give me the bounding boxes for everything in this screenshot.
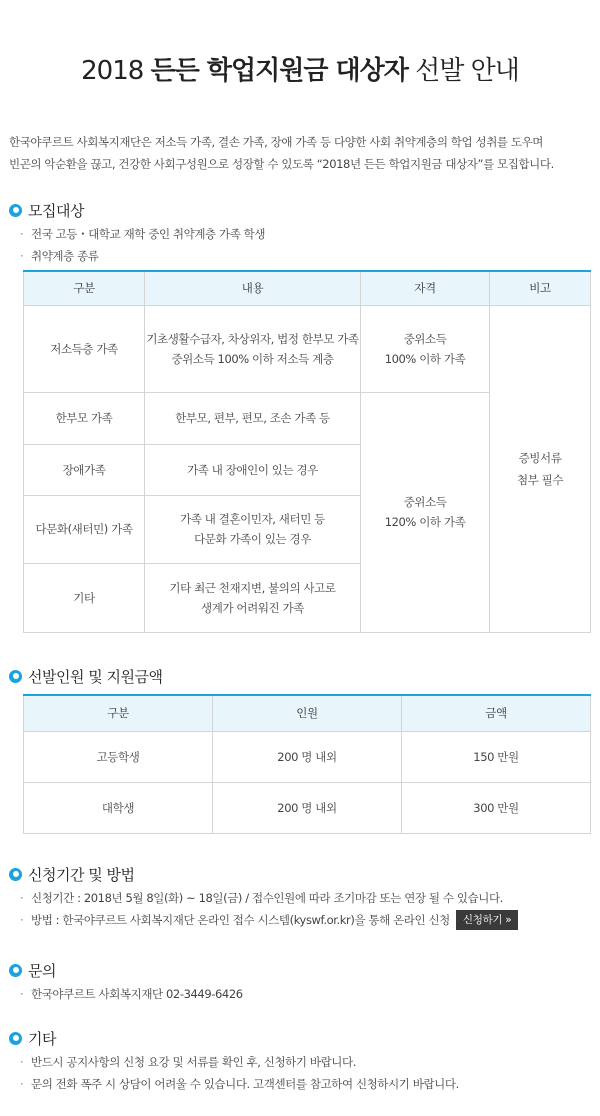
table-cell-content: 가족 내 결혼이민자, 새터민 등 다문화 가족이 있는 경우 (145, 495, 361, 563)
section-title: 문의 (28, 961, 56, 980)
contact-line: 한국야쿠르트 사회복지재단 02-3449-6426 (31, 987, 243, 1001)
table-cell: 200 명 내외 (213, 782, 402, 833)
table-cell-content: 한부모, 편부, 편모, 조손 가족 등 (145, 392, 361, 444)
apply-period: 신청기간 : 2018년 5월 8일(화) ~ 18일(금) / 접수인원에 따라 조기마감 또는 연장 될 수 있습니다. (31, 891, 503, 905)
intro-line-1: 한국야쿠르트 사회복지재단은 저소득 가족, 결손 가족, 장애 가족 등 다양한 사회 취약계층의 학업 성취를 도우며 (9, 135, 543, 149)
section-recruit (9, 200, 84, 220)
section-bullet-icon (9, 1032, 22, 1045)
section-bullet-icon (9, 204, 22, 217)
bullet-item: · 전국 고등・대학교 재학 중인 취약계층 가족 학생 (20, 227, 266, 241)
table-cell-category: 한부모 가족 (24, 392, 145, 444)
table-row (24, 305, 591, 392)
table-row (24, 731, 591, 782)
section-bullet-icon (9, 868, 22, 881)
table-cell-category: 기타 (24, 563, 145, 632)
table-header: 비고 (490, 271, 591, 305)
section-etc (9, 1028, 56, 1048)
table-cell-category: 장애가족 (24, 444, 145, 495)
bullet-item: · 문의 전화 폭주 시 상담이 어려울 수 있습니다. 고객센터를 참고하여 신청하시기 바랍니다. (20, 1077, 459, 1091)
table-cell: 150 만원 (402, 731, 591, 782)
section-title: 모집대상 (28, 201, 84, 220)
section-selection (9, 666, 162, 686)
table-cell: 대학생 (24, 782, 213, 833)
table-cell-qualification: 중위소득 100% 이하 가족 (361, 305, 490, 392)
table-cell: 고등학생 (24, 731, 213, 782)
apply-button[interactable]: 신청하기 » (456, 910, 519, 930)
bullet-item: · 반드시 공지사항의 신청 요강 및 서류를 확인 후, 신청하기 바랍니다. (20, 1055, 356, 1069)
bullet-item: · 신청기간 : 2018년 5월 8일(화) ~ 18일(금) / 접수인원에 따라 조기마감 또는 연장 될 수 있습니다. (20, 887, 518, 909)
section-apply (9, 864, 134, 884)
title-rest: 선발 안내 (415, 56, 519, 86)
table-cell-note: 증빙서류 첨부 필수 (490, 305, 591, 632)
table-header-row (24, 695, 591, 731)
section-bullet-icon (9, 964, 22, 977)
table-cell-content: 가족 내 장애인이 있는 경우 (145, 444, 361, 495)
title-year: 2018 (81, 56, 144, 86)
section-title: 기타 (28, 1029, 56, 1048)
page-title (0, 50, 600, 87)
table-header: 내용 (145, 271, 361, 305)
table-cell-qualification: 중위소득 120% 이하 가족 (361, 392, 490, 632)
intro-paragraph (9, 131, 594, 175)
section-title: 신청기간 및 방법 (28, 865, 135, 884)
selection-table (23, 694, 591, 834)
table-row (24, 782, 591, 833)
section-contact (9, 960, 56, 980)
table-cell: 200 명 내외 (213, 731, 402, 782)
table-cell-content: 기타 최근 천재지변, 불의의 사고로 생계가 어려워진 가족 (145, 563, 361, 632)
contact-bullets (20, 983, 243, 1005)
table-cell-category: 다문화(새터민) 가족 (24, 495, 145, 563)
title-bold: 든든 학업지원금 대상자 (150, 56, 408, 86)
table-header: 자격 (361, 271, 490, 305)
intro-line-2: 빈곤의 악순환을 끊고, 건강한 사회구성원으로 성장할 수 있도록 “2018년 든든 학업지원금 대상자”를 모집합니다. (9, 157, 554, 171)
table-cell: 300 만원 (402, 782, 591, 833)
bullet-item: · 한국야쿠르트 사회복지재단 02-3449-6426 (20, 983, 243, 1005)
table-header-row (24, 271, 591, 305)
table-header: 인원 (213, 695, 402, 731)
table-header: 금액 (402, 695, 591, 731)
table-cell-category: 저소득층 가족 (24, 305, 145, 392)
section-title: 선발인원 및 지원금액 (28, 667, 163, 686)
bullet-item: · 취약계층 종류 (20, 249, 99, 263)
table-cell-content: 기초생활수급자, 차상위자, 법정 한부모 가족 중위소득 100% 이하 저소득 계층 (145, 305, 361, 392)
recruit-bullets (20, 223, 265, 267)
table-header: 구분 (24, 695, 213, 731)
section-bullet-icon (9, 670, 22, 683)
etc-bullets (20, 1051, 459, 1095)
recruit-table (23, 270, 591, 633)
apply-bullets (20, 887, 518, 931)
table-header: 구분 (24, 271, 145, 305)
bullet-item: · 방법 : 한국야쿠르트 사회복지재단 온라인 접수 시스템(kyswf.or.kr)을 통해 온라인 신청 신청하기 » (20, 909, 518, 931)
apply-method: 방법 : 한국야쿠르트 사회복지재단 온라인 접수 시스템(kyswf.or.kr)을 통해 온라인 신청 (31, 913, 450, 927)
